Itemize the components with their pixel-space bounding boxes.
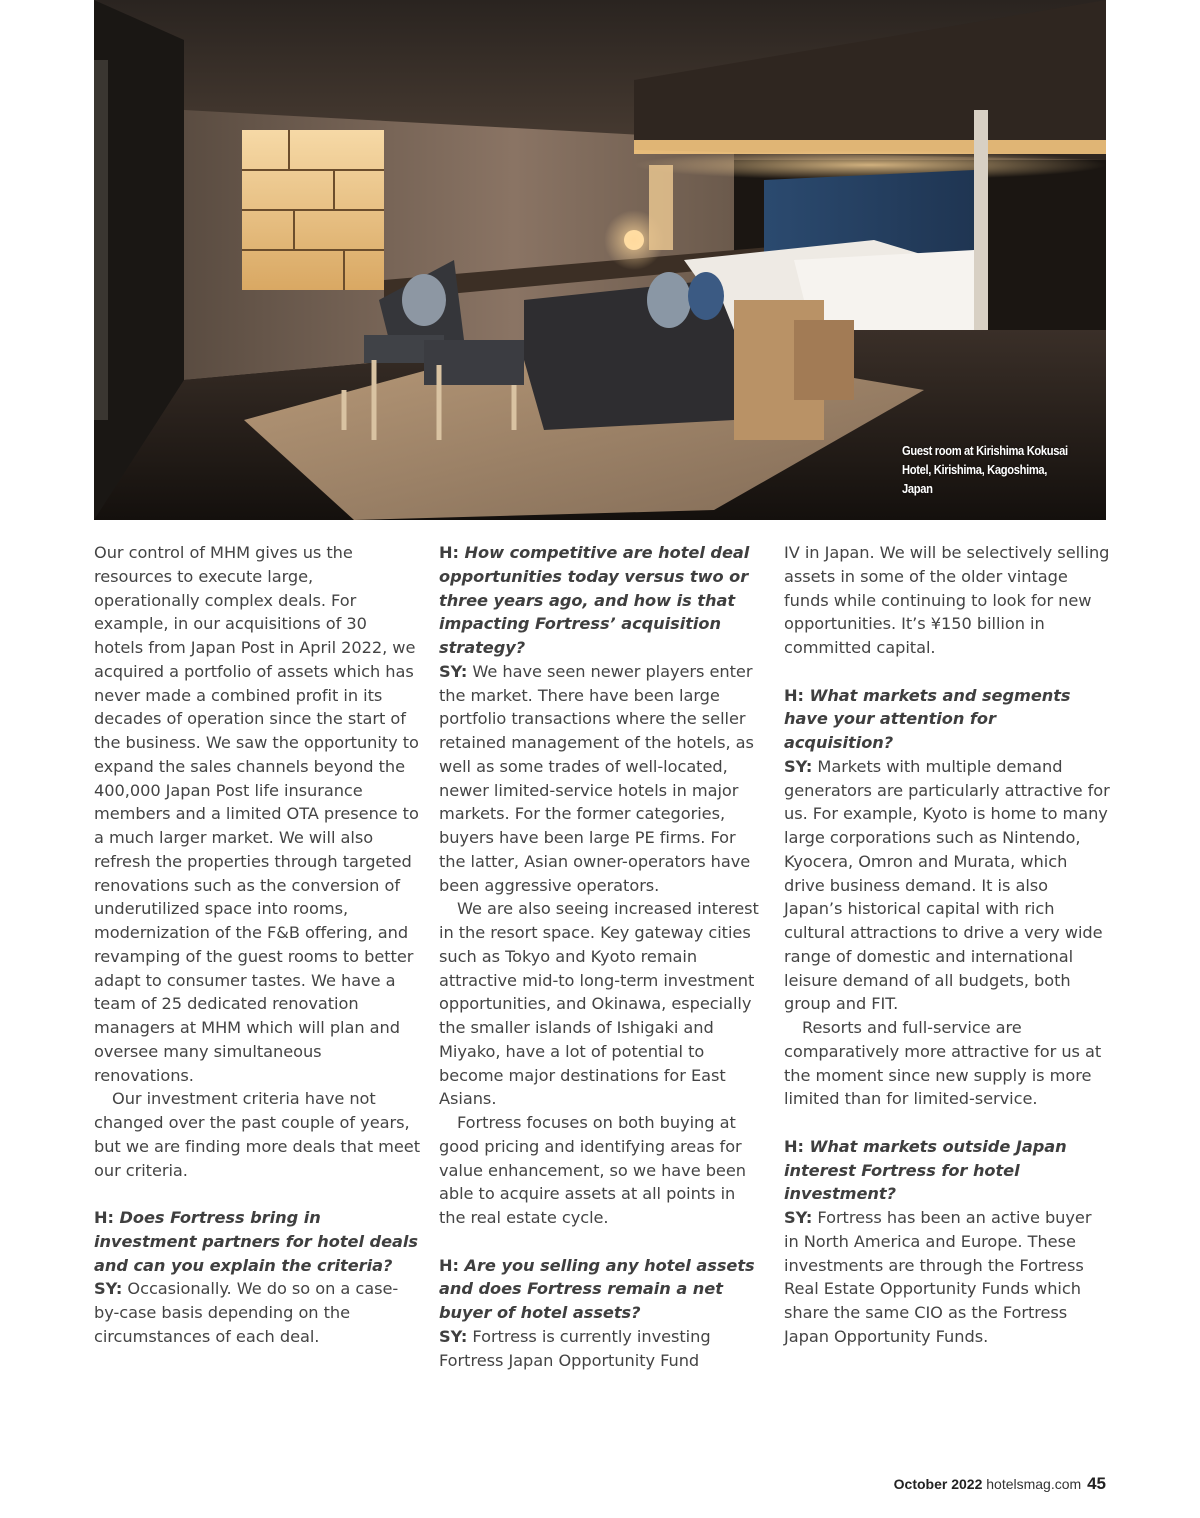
paragraph: Fortress focuses on both buying at good pricing and identifying areas for value enhancement, so we have been able to acquire assets at all points in the real estate cycle. <box>439 1113 746 1227</box>
answer <box>94 1277 420 1348</box>
hero-photo <box>94 0 1106 520</box>
respondent-tag: SY: <box>784 1208 813 1227</box>
question-text: What markets outside Japan interest Fortress for hotel investment? <box>784 1136 1067 1204</box>
website-link[interactable]: hotelsmag.com <box>986 1476 1082 1492</box>
question-text: Are you selling any hotel assets and does Fortress remain a net buyer of hotel assets? <box>439 1255 755 1322</box>
interviewer-tag: H: <box>439 543 459 562</box>
article-column-3 <box>784 541 1110 1349</box>
question-text: What markets and segments have your attention for acquisition? <box>784 685 1071 752</box>
answer <box>439 1325 765 1373</box>
answer-text: We have seen newer players enter the market. There have been large portfolio transactions where the seller retained management of the hotels, as well as some trades of well-located, newer limited-service hotels in major markets. For the former categories, buyers have been large PE firms. For the latter, Asian owner-operators have been aggressive operators. <box>439 661 754 895</box>
question <box>94 1206 420 1277</box>
paragraph: IV in Japan. We will be selectively selling assets in some of the older vintage funds while continuing to look for new opportunities. It’s ¥150 billion in committed capital. <box>784 543 1110 657</box>
question <box>784 1135 1110 1206</box>
article-column-1 <box>94 541 420 1349</box>
interviewer-tag: H: <box>784 685 804 705</box>
spacer <box>439 1230 765 1254</box>
article-column-2 <box>439 541 765 1372</box>
answer-text: Fortress is currently investing Fortress Japan Opportunity Fund <box>439 1326 711 1370</box>
interviewer-tag: H: <box>94 1208 114 1227</box>
page-footer <box>894 1474 1106 1494</box>
answer-text: Occasionally. We do so on a case-by-case basis depending on the circumstances of each deal. <box>94 1279 399 1346</box>
respondent-tag: SY: <box>439 1326 468 1346</box>
issue-date: October 2022 <box>893 1476 983 1492</box>
respondent-tag: SY: <box>784 756 813 776</box>
respondent-tag: SY: <box>94 1279 123 1299</box>
interviewer-tag: H: <box>439 1255 459 1275</box>
page-number: 45 <box>1087 1474 1106 1493</box>
answer <box>784 1206 1110 1349</box>
question <box>784 684 1110 755</box>
question-text: How competitive are hotel deal opportunities today versus two or three years ago, and how is that impacting Fortress’ acquisition strategy? <box>439 543 750 657</box>
paragraph: Our control of MHM gives us the resources to execute large, operationally complex deals. For example, in our acquisitions of 30 hotels from Japan Post in April 2022, we acquired a portfolio of assets which has never made a combined profit in its decades of operation since the start of the business. We saw the opportunity to expand the sales channels beyond the 400,000 Japan Post life insurance members and a limited OTA presence to a much larger market. We will also refresh the properties through targeted renovations such as the conversion of underutilized space into rooms, modernization of the F&B offering, and revamping of the guest rooms to better adapt to consumer tastes. We have a team of 25 dedicated renovation managers at MHM which will plan and oversee many simultaneous renovations. <box>94 543 419 1085</box>
spacer <box>784 660 1110 684</box>
answer <box>439 660 765 898</box>
photo-caption <box>902 441 1074 498</box>
paragraph: We are also seeing increased interest in the resort space. Key gateway cities such as Tokyo and Kyoto remain attractive mid-to long-term investment opportunities, and Okinawa, especially the smaller islands of Ishigaki and Miyako, have a lot of potential to become major destinations for East Asians. <box>439 899 759 1109</box>
caption-line-1: Guest room at Kirishima Kokusai <box>902 443 1068 458</box>
answer <box>784 755 1110 1016</box>
paragraph: Resorts and full-service are comparatively more attractive for us at the moment since new supply is more limited than for limited-service. <box>784 1018 1102 1109</box>
spacer <box>94 1182 420 1206</box>
respondent-tag: SY: <box>439 661 468 681</box>
question-text: Does Fortress bring in investment partners for hotel deals and can you explain the criteria? <box>94 1208 418 1275</box>
spacer <box>784 1111 1110 1135</box>
question <box>439 1254 765 1325</box>
answer-text: Markets with multiple demand generators are particularly attractive for us. For example, Kyoto is home to many large corporations such as Nintendo, Kyocera, Omron and Murata, which drive business demand. It is also Japan’s historical capital with rich cultural attractions to drive a very wide range of domestic and international leisure demand of all budgets, both group and FIT. <box>784 756 1110 1014</box>
interviewer-tag: H: <box>784 1136 804 1156</box>
paragraph: Our investment criteria have not changed over the past couple of years, but we are finding more deals that meet our criteria. <box>94 1089 421 1180</box>
caption-line-2: Hotel, Kirishima, Kagoshima, Japan <box>902 462 1048 496</box>
answer-text: Fortress has been an active buyer in North America and Europe. These investments are through the Fortress Real Estate Opportunity Funds which share the same CIO as the Fortress Japan Opportunity Funds. <box>784 1208 1092 1346</box>
question <box>439 541 765 660</box>
